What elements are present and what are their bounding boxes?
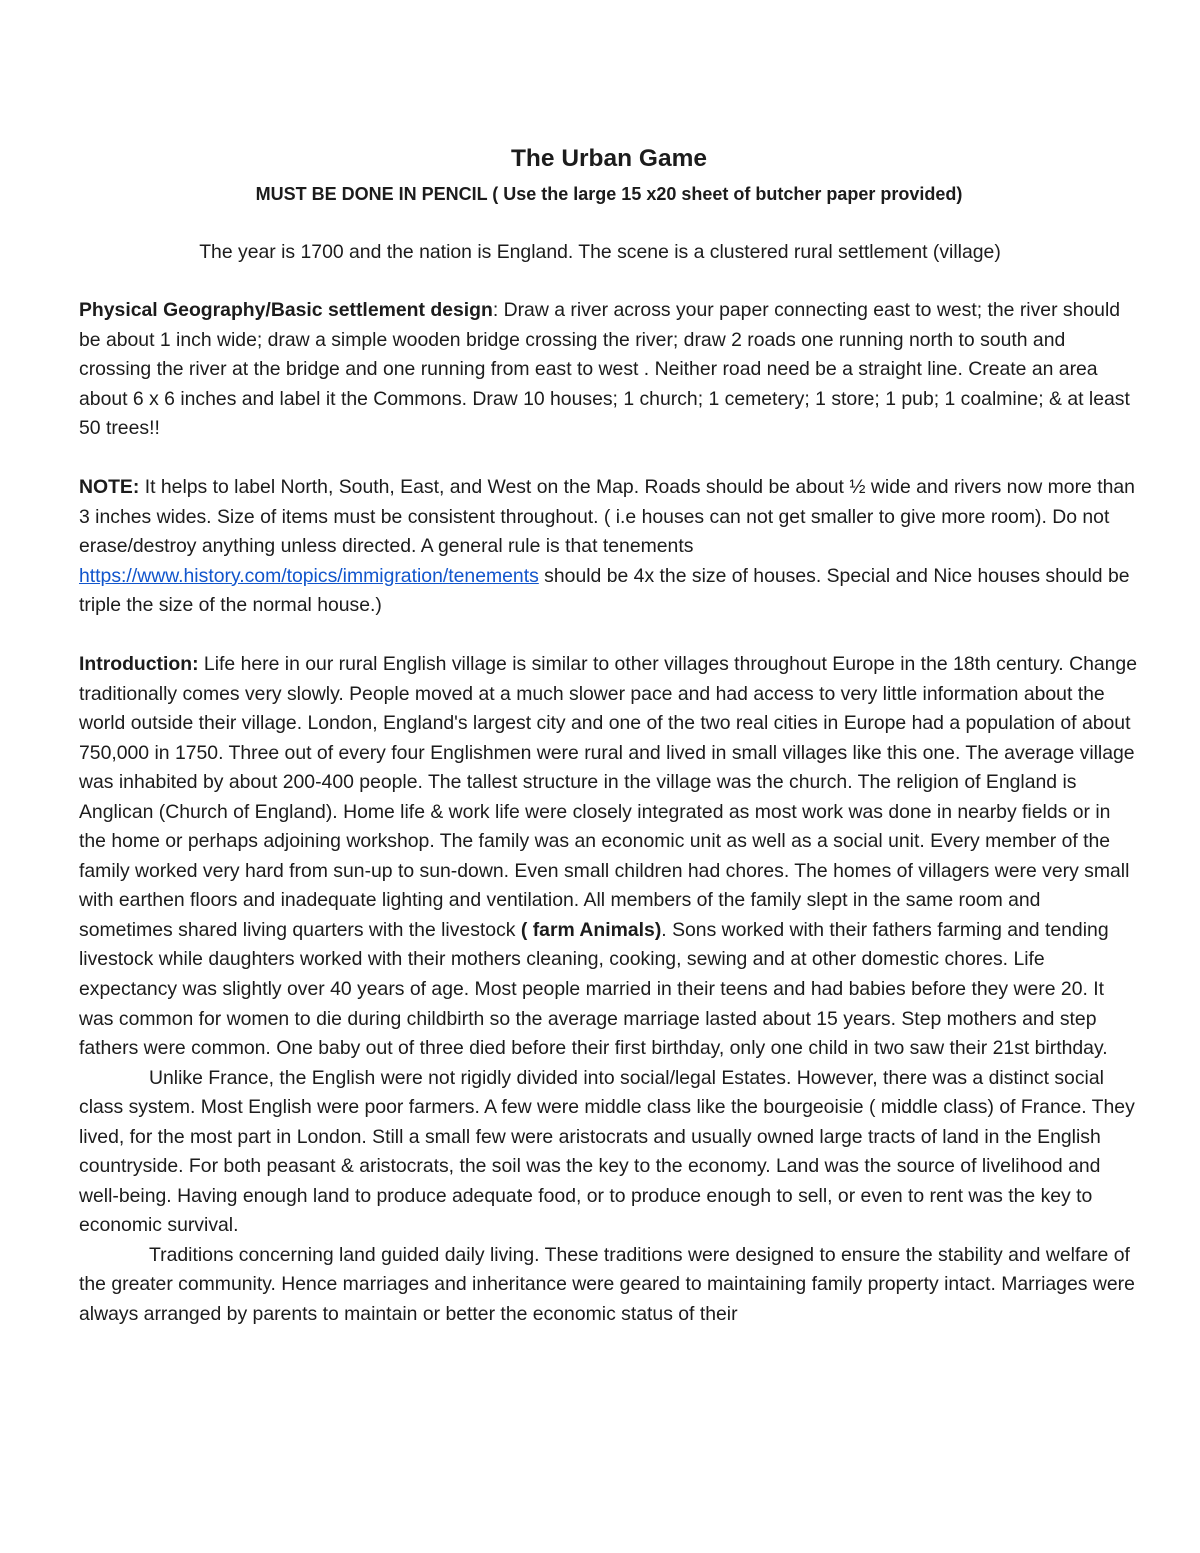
physical-geography-label: Physical Geography/Basic settlement design [79,299,493,321]
introduction-section [79,650,1139,1330]
traditions-paragraph: Traditions concerning land guided daily living. These traditions were designed to ensure the stability and welfare of the greater community. Hence marriages and inheritance were geared to maintaining family property intact. Marriages were always arranged by parents to maintain or better the economic status of their [79,1243,1135,1326]
introduction-text-part2: . Sons worked with their fathers farming and tending livestock while daughters worked with their mothers cleaning, cooking, sewing and at other domestic chores. Life expectancy was slightly over 40 years of age. Most people married in their teens and had babies before they were 20. It was common for women to die during childbirth so the average marriage lasted about 15 years. Step mothers and step fathers were common. One baby out of three died before their first birthday, only one child in two saw their 21st birthday. [79,918,1109,1060]
physical-geography-paragraph [79,296,1139,444]
introduction-paragraph [79,650,1139,1064]
introduction-label: Introduction: [79,653,199,675]
physical-geography-text: : Draw a river across your paper connecting east to west; the river should be about 1 inch wide; draw a simple wooden bridge crossing the river; draw 2 roads one running north to south and crossing the river at the bridge and one running from east to west . Neither road need be a straight line. Create an area about 6 x 6 inches and label it the Commons. Draw 10 houses; 1 church; 1 cemetery; 1 store; 1 pub; 1 coalmine; & at least 50 trees!! [79,299,1130,440]
farm-animals-phrase: ( farm Animals) [520,918,662,941]
introduction-text-part1: Life here in our rural English village is similar to other villages throughout Europe in the 18th century. Change traditionally comes very slowly. People moved at a much slower pace and had access to very little information about the world outside their village. London, England's largest city and one of the two real cities in Europe had a population of about 750,000 in 1750. Three out of every four Englishmen were rural and lived in small villages like this one. The average village was inhabited by about 200-400 people. The tallest structure in the village was the church. The religion of England is Anglican (Church of England). Home life & work life were closely integrated as most work was done in nearby fields or in the home or perhaps adjoining workshop. The family was an economic unit as well as a social unit. Every member of the family worked very hard from sun-up to sun-down. Even small children had chores. The homes of villagers were very small with earthen floors and inadequate lighting and ventilation. All members of the family slept in the same room and sometimes shared living quarters with the livestock [79,653,1138,941]
note-text-before-link: It helps to label North, South, East, and West on the Map. Roads should be about ½ wide and rivers now more than 3 inches wides. Size of items must be consistent throughout. ( i.e houses can not get smaller to give more room). Do not erase/destroy anything unless directed. A general rule is that tenements [79,476,1135,558]
tenements-link[interactable]: https://www.history.com/topics/immigration/tenements [79,564,539,587]
intro-line: The year is 1700 and the nation is England. The scene is a clustered rural settlement (village) [199,241,1001,263]
page-title: The Urban Game [510,145,708,172]
note-label: NOTE: [79,476,140,498]
note-text-after-link: should be 4x the size of houses. Special and Nice houses should be triple the size of the normal house.) [79,564,1130,617]
page-subtitle: MUST BE DONE IN PENCIL ( Use the large 15 x20 sheet of butcher paper provided) [255,184,963,204]
social-class-paragraph: Unlike France, the English were not rigidly divided into social/legal Estates. However, there was a distinct social class system. Most English were poor farmers. A few were middle class like the bourgeoisie ( middle class) of France. They lived, for the most part in London. Still a small few were aristocrats and usually owned large tracts of land in the English countryside. For both peasant & aristocrats, the soil was the key to the economy. Land was the source of livelihood and well-being. Having enough land to produce adequate food, or to produce enough to sell, or even to rent was the key to economic survival. [79,1066,1135,1237]
note-paragraph [79,473,1139,621]
